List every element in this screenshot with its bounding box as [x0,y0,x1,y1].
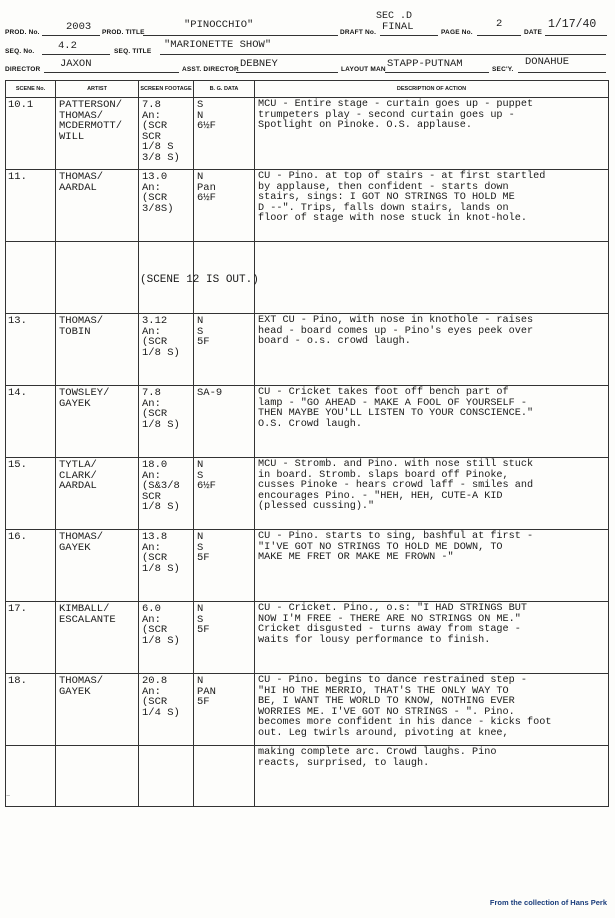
bg-data: N S 5F [197,315,210,348]
scene-number: 15. [8,459,27,471]
prod-no-label: PROD. No. [5,29,40,36]
artist: THOMAS/ TOBIN [59,315,104,338]
action-description: CU - Pino. starts to sing, bashful at first - "I'VE GOT NO STRINGS TO HOLD ME DOWN, TO MAKE ME FRET OR MAKE ME FROWN -" [258,531,534,563]
prod-title: "PINOCCHIO" [184,19,254,31]
seq-title: "MARIONETTE SHOW" [164,39,272,51]
table-row [6,602,609,674]
action-description: CU - Pino. at top of stairs - at first startled by applause, then confident - starts down stairs, sings: I GOT NO STRINGS TO HOLD ME D --". Trips, falls down stairs, lands on floor of stage with nose stuck in knot-hole. [258,171,546,224]
action-description: EXT CU - Pino, with nose in knothole - raises head - board comes up - Pino's eyes peek over board - o.s. crowd laugh. [258,315,534,347]
table-row [6,314,609,386]
footage [139,242,193,244]
page-no-label: PAGE No. [441,29,473,36]
action-description: MCU - Entire stage - curtain goes up - puppet trumpeters play - second curtain goes up - Spotlight on Pinoke. O.S. applause. [258,99,534,131]
col-screen-footage: SCREEN FOOTAGE [139,81,194,98]
bg-data: SA-9 [197,387,223,399]
action-description [255,242,608,244]
seq-no-label: SEQ. No. [5,48,35,55]
scene-number [6,242,55,244]
prod-title-label: PROD. TITLE [102,29,145,36]
bg-data: N PAN 5F [197,675,216,708]
footage: 3.12 An: (SCR 1/8 S) [142,315,180,359]
action-description: CU - Cricket takes foot off bench part of lamp - "GO AHEAD - MAKE A FOOL OF YOURSELF - THEN MAYBE YOU'LL LISTEN TO YOUR CONSCIENCE." O.S. Crowd laugh. [258,387,534,430]
continuation-row [6,746,609,807]
action-description: MCU - Stromb. and Pino. with nose still stuck in board. Stromb. slaps board off Pinoke, cusses Pinoke - hears crowd laff - smiles and encourages Pino. - "HEH, HEH, CUTE-A KID (plessed cussing)." [258,459,534,512]
table-row [6,674,609,746]
scene-number: 14. [8,387,27,399]
date-label: DATE [524,29,543,36]
asst-director: DEBNEY [240,58,278,70]
page-no: 2 [496,18,503,30]
scene-number: 10.1 [8,99,34,111]
artist: PATTERSON/ THOMAS/ MCDERMOTT/ WILL [59,99,123,143]
secy-label: SEC'Y. [492,66,514,73]
artist: THOMAS/ AARDAL [59,171,104,194]
col-description: DESCRIPTION OF ACTION [255,81,609,98]
sec-note: SEC .D [376,11,413,22]
artist: THOMAS/ GAYEK [59,531,104,554]
col-bg-data: B. G. DATA [194,81,255,98]
table-row [6,458,609,530]
prod-no: 2003 [66,21,92,33]
table-row [6,170,609,242]
ink-smudge: ~ [6,793,11,801]
director: JAXON [60,58,92,70]
action-description: CU - Pino. begins to dance restrained step - "HI HO THE MERRIO, THAT'S THE ONLY WAY TO BE, I WANT THE WORLD TO KNOW, NOTHING EVER WORRIES ME. I'VE GOT NO STRINGS - ". Pino. becomes more confident in his dance - kicks foot out. Leg twirls around, pivoting at knee, [258,675,552,739]
artist: THOMAS/ GAYEK [59,675,104,698]
bg-data: N S 5F [197,603,210,636]
table-row [6,98,609,170]
layout-man-label: LAYOUT MAN [341,66,386,73]
footage: 18.0 An: (S&3/8 SCR 1/8 S) [142,459,180,513]
header-row [6,81,609,98]
draft-no-label: DRAFT No. [340,29,377,36]
action-continuation: making complete arc. Crowd laughs. Pino reacts, surprised, to laugh. [258,747,497,769]
bg-data: N Pan 6½F [197,171,216,204]
footage: 7.8 An: (SCR SCR 1/8 S 3/8 S) [142,99,180,164]
footage: 13.0 An: (SCR 3/8S) [142,171,174,215]
date: 1/17/40 [548,18,597,31]
bg-data [194,242,254,244]
table-row [6,386,609,458]
seq-title-label: SEQ. TITLE [114,48,152,55]
bg-data: N S 5F [197,531,210,564]
col-scene-no: SCENE No. [6,81,56,98]
footage: 13.8 An: (SCR 1/8 S) [142,531,180,575]
bg-data: N S 6½F [197,459,216,492]
scene-number: 16. [8,531,27,543]
scene-number: 18. [8,675,27,687]
table-row [6,242,609,314]
artist: KIMBALL/ ESCALANTE [59,603,116,626]
footage: 6.0 An: (SCR 1/8 S) [142,603,180,647]
footage: 20.8 An: (SCR 1/4 S) [142,675,180,719]
scene-number: 17. [8,603,27,615]
artist: TOWSLEY/ GAYEK [59,387,110,410]
draft-no: FINAL [382,21,414,33]
scene-number: 11. [8,171,27,183]
asst-director-label: ASST. DIRECTOR [182,66,239,73]
bg-data: S N 6½F [197,99,216,132]
director-label: DIRECTOR [5,66,41,73]
col-artist: ARTIST [56,81,139,98]
scene-table [5,80,609,807]
scene-out-note: (SCENE 12 IS OUT.) [140,274,259,286]
artist: TYTLA/ CLARK/ AARDAL [59,459,97,492]
action-description: CU - Cricket. Pino., o.s: "I HAD STRINGS BUT NOW I'M FREE - THERE ARE NO STRINGS ON ME." Cricket disgusted - turns away from stage - waits for lousy performance to finish. [258,603,527,646]
scene-number: 13. [8,315,27,327]
footage: 7.8 An: (SCR 1/8 S) [142,387,180,431]
artist [56,242,138,244]
collection-credit: From the collection of Hans Perk [489,898,607,907]
table-row [6,530,609,602]
layout-man: STAPP-PUTNAM [387,58,463,70]
secy: DONAHUE [525,56,570,68]
seq-no: 4.2 [58,40,77,52]
